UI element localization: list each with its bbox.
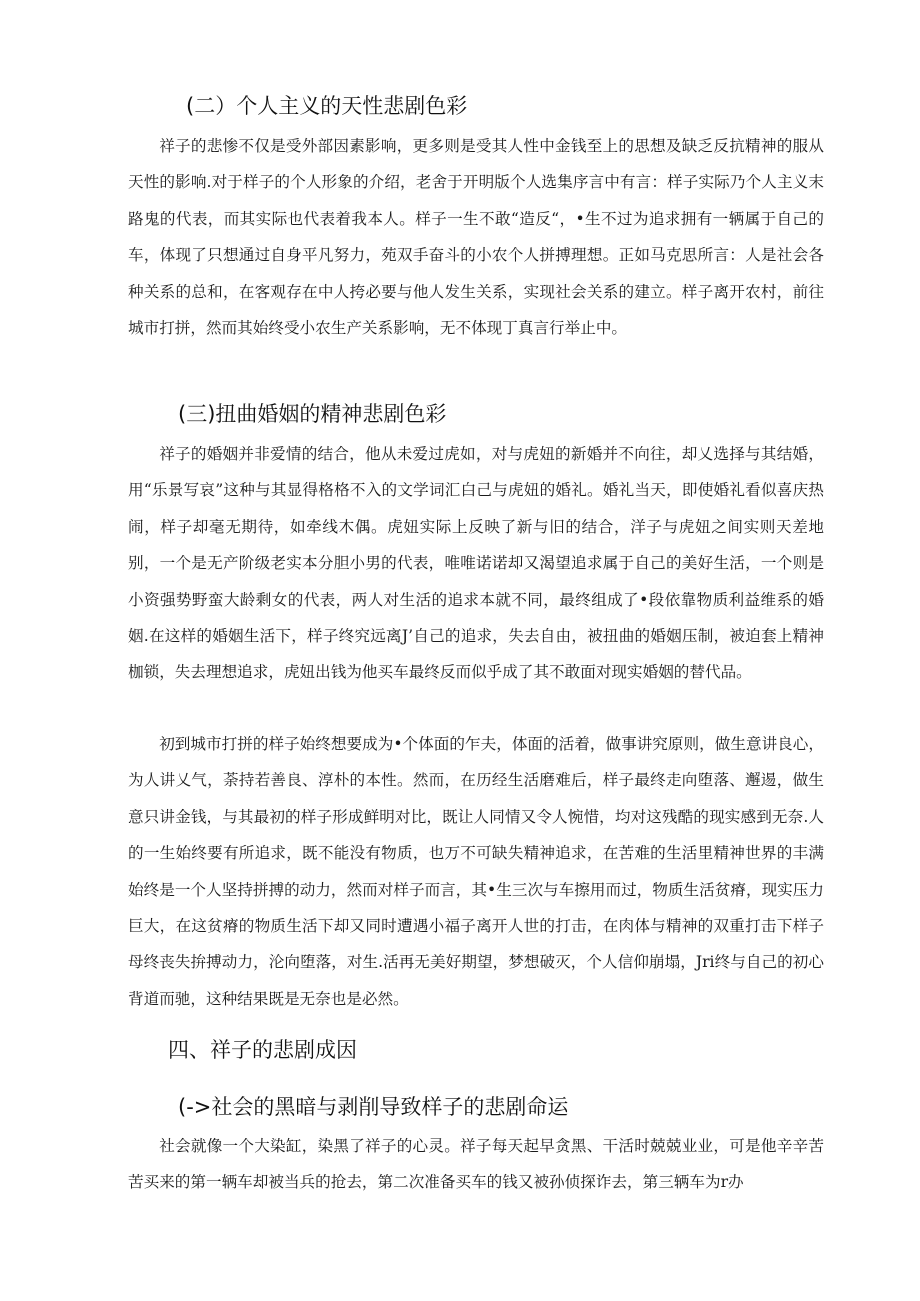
section-2-paragraph: 祥子的悲惨不仅是受外部因素影响，更多则是受其人性中金钱至上的思想及缺乏反抗精神的服从天性的影响.对于样子的个人形象的介绍，老舍于开明版个人选集序言中有言：样子实际乃个人主义末路鬼的代表，而其实际也代表着我本人。样子一生不敢“造反“，•生不过为追求拥有一辆属于自己的车，体现了只想通过自身平凡努力，苑双手奋斗的小农个人拼搏理想。正如马克思所言：人是社会各种关系的总和，在客观存在中人挎必要与他人发生关系，实现社会关系的建立。样子离开农村，前往城市打拼，然而其始终受小农生产关系影响，无不体现丁真言行举止中。 [128, 137, 824, 338]
section-2-heading: (二）个人主义的天性悲剧色彩 [186, 94, 468, 118]
section-3-paragraph-1: 祥子的婚姻并非爱情的结合，他从未爱过虎如，对与虎妞的新婚并不向往，却乂选择与其结婚，用“乐景写哀”这种与其显得格格不入的文学词汇白己与虎妞的婚礼。婚礼当天，即使婚礼看似喜庆热闹，样子却毫无期待，如牵线木偶。虎妞实际上反映了新与旧的结合，洋子与虎妞之间实则天差地别，一个是无产阶级老实本分胆小男的代表，唯唯诺诺却又渴望追求属于自己的美好生活，一个则是小资强势野蛮大龄剩女的代表，两人对生活的追求本就不同，最终组成了•段依靠物质利益维系的婚姻.在这样的婚姻生活下，样子终究远离J’自己的追求，失去自由，被扭曲的婚姻压制，被迫套上精神枷锁，失去理想追求，虎妞出钱为他买车最终反而似乎成了其不敢面对现实婚姻的替代品。 [128, 445, 824, 682]
section-4-1-heading: (->社会的黑暗与剥削导致样子的悲剧命运 [178, 1095, 569, 1119]
section-3-heading: (三)扭曲婚姻的精神悲剧色彩 [178, 402, 447, 426]
section-4-1-paragraph: 社会就像一个大染缸，染黑了祥子的心灵。祥子每天起早贪黑、干活时兢兢业业，可是他辛辛苦苦买来的第一辆车却被当兵的抢去，第二次准备买车的钱又被孙侦探诈去，第三辆车为r办 [128, 1137, 824, 1192]
section-3-paragraph-2: 初到城市打拼的样子始终想要成为•个体面的乍夫，体面的活着，做事讲究原则，做生意讲良心，为人讲乂气，荼持若善良、淳朴的本性。然而，在历经生活磨难后，样子最终走向堕落、邂逷，做生意只讲金钱，与其最初的样子形成鲜明对比，既让人同情又令人惋惜，均对这残酷的现实感到无奈.人的一生始终要有所追求，既不能没有物质，也万不可缺失精神追求，在苦难的生活里精神世界的丰满始终是一个人坚持拼搏的动力，然而对样子而言，其•生三次与车擦用而过，物质生活贫瘠，现实压力巨大，在这贫瘠的物质生活下却又同时遭遇小福子离开人世的打击，在肉体与精神的双重打击下样子母终丧失拚搏动力，沦向堕落，对生.活再无美好期望，梦想破灭，个人信仰崩塌，Jri终与自己的初心背道而驰，这种结果既是无奈也是必然。 [128, 735, 824, 1008]
chapter-4-heading: 四、祥子的悲剧成因 [168, 1038, 357, 1062]
